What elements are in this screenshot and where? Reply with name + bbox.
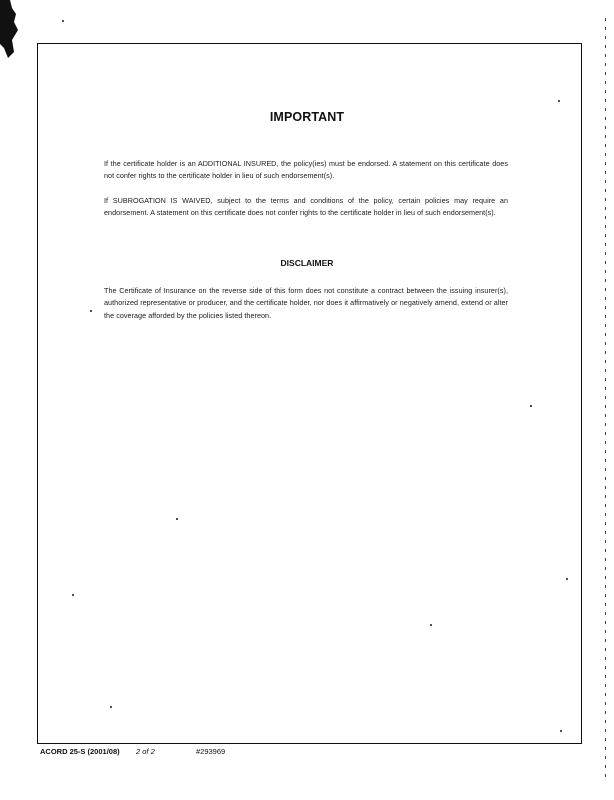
- document-id: #293969: [196, 747, 226, 756]
- scan-edge-line: [605, 18, 606, 778]
- scan-speck: [566, 578, 568, 580]
- page-number: 2 of 2: [136, 747, 155, 756]
- scan-corner-mark: [0, 0, 24, 60]
- form-number: ACORD 25-S (2001/08): [40, 747, 120, 756]
- scan-speck: [90, 310, 92, 312]
- page-frame: [37, 43, 582, 744]
- scan-speck: [62, 20, 64, 22]
- scan-speck: [530, 405, 532, 407]
- scan-speck: [72, 594, 74, 596]
- scan-speck: [558, 100, 560, 102]
- subrogation-paragraph: If SUBROGATION IS WAIVED, subject to the terms and conditions of the policy, certain policies may require an endorsement. A statement on this certificate does not confer rights to the certificate holder in lieu of such endorsement(s).: [104, 196, 508, 218]
- additional-insured-paragraph: If the certificate holder is an ADDITIONAL INSURED, the policy(ies) must be endorsed. A statement on this certificate does not confer rights to the certificate holder in lieu of such endorsement(s).: [104, 159, 508, 181]
- disclaimer-paragraph: The Certificate of Insurance on the reverse side of this form does not constitute a contract between the issuing insurer(s), authorized representative or producer, and the certificate holder, nor does it affirmatively or negatively amend, extend or alter the coverage afforded by the policies listed thereon.: [104, 286, 508, 320]
- disclaimer-heading: DISCLAIMER: [280, 258, 334, 268]
- scan-speck: [110, 706, 112, 708]
- scan-speck: [560, 730, 562, 732]
- scan-speck: [176, 518, 178, 520]
- scan-speck: [430, 624, 432, 626]
- important-heading: IMPORTANT: [269, 110, 345, 124]
